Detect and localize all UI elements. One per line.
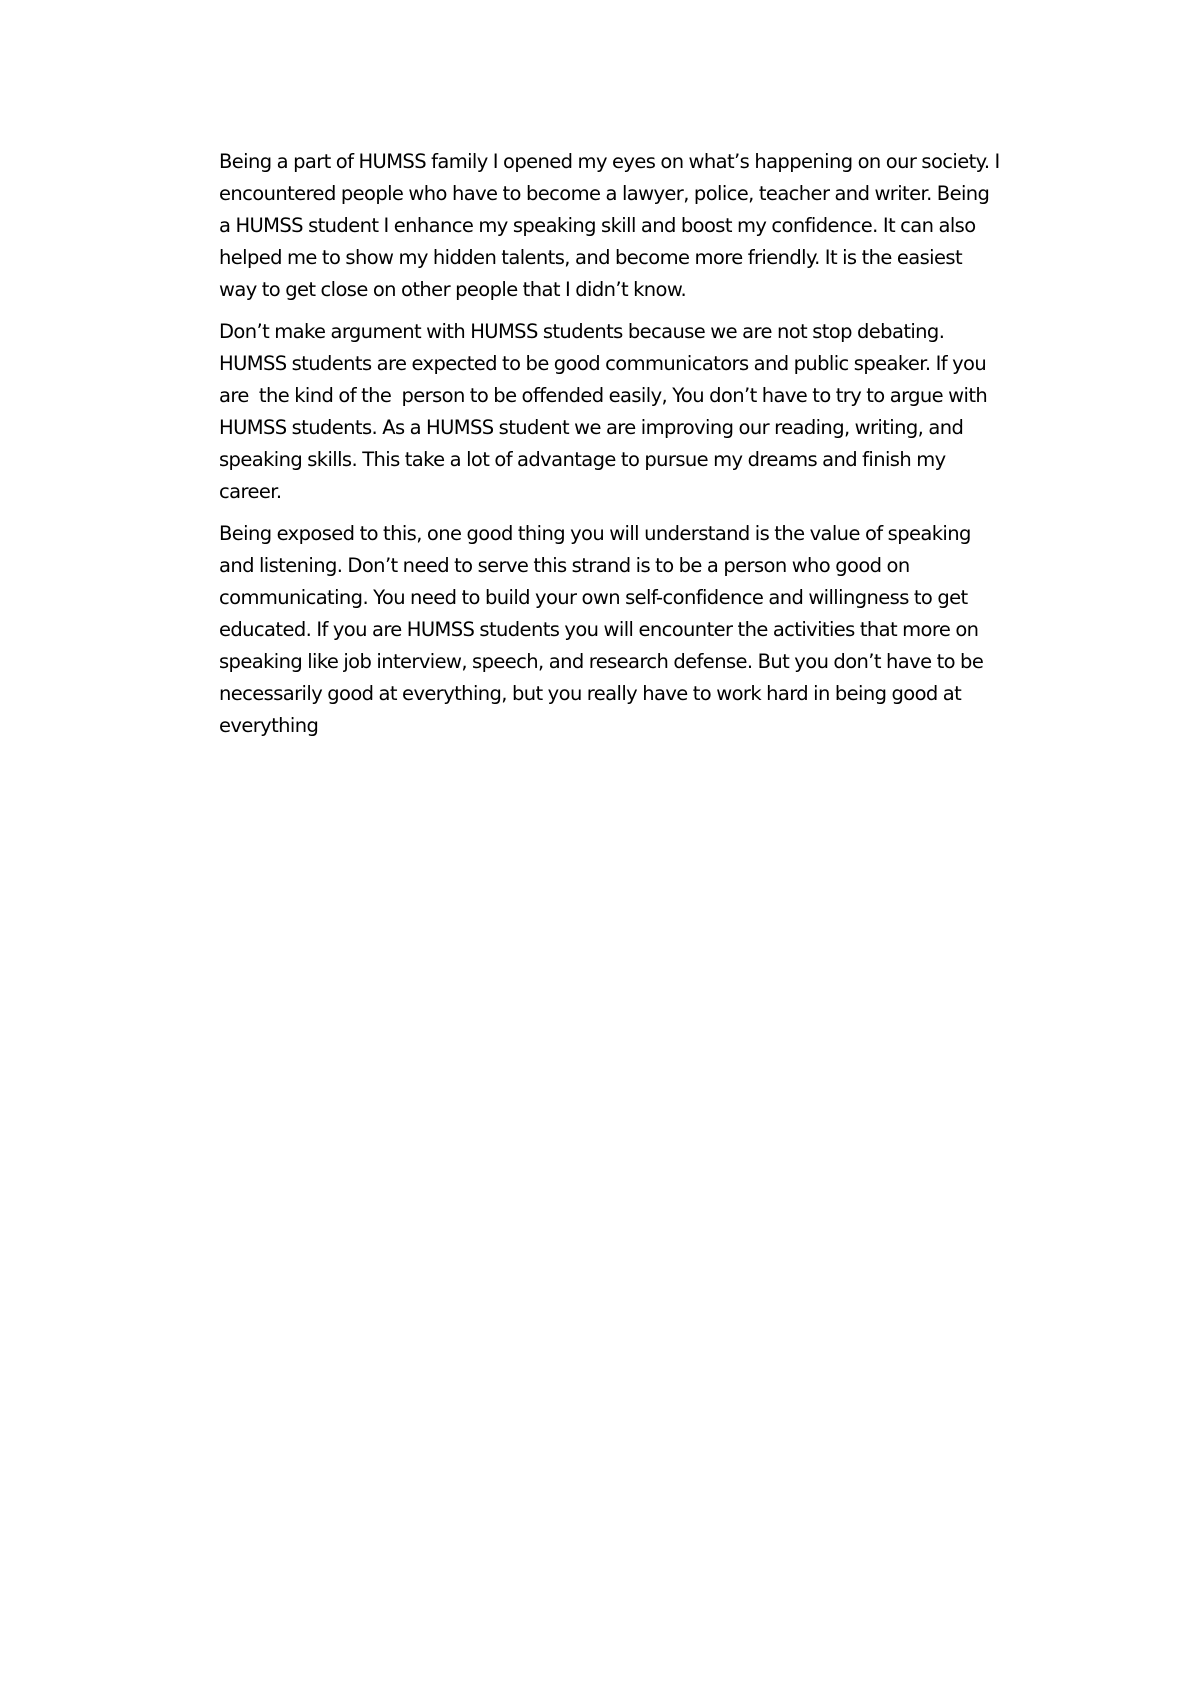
paragraph-1	[219, 146, 1059, 306]
document-body	[219, 146, 1059, 752]
text-line: Don’t make argument with HUMSS students because we are not stop debating.	[219, 320, 945, 343]
text-line: are the kind of the person to be offended easily, You don’t have to try to argue with	[219, 384, 988, 407]
text-line: everything	[219, 714, 319, 737]
text-line: Being a part of HUMSS family I opened my eyes on what’s happening on our society. I	[219, 150, 1000, 173]
paragraph-3	[219, 518, 1059, 742]
text-line: educated. If you are HUMSS students you will encounter the activities that more on	[219, 618, 979, 641]
text-line: speaking like job interview, speech, and research defense. But you don’t have to be	[219, 650, 984, 673]
text-line: HUMSS students are expected to be good communicators and public speaker. If you	[219, 352, 987, 375]
text-line: encountered people who have to become a lawyer, police, teacher and writer. Being	[219, 182, 990, 205]
paragraph-2	[219, 316, 1059, 508]
text-line: and listening. Don’t need to serve this strand is to be a person who good on	[219, 554, 910, 577]
text-line: communicating. You need to build your own self-confidence and willingness to get	[219, 586, 968, 609]
text-line: speaking skills. This take a lot of advantage to pursue my dreams and finish my	[219, 448, 946, 471]
text-line: a HUMSS student I enhance my speaking skill and boost my confidence. It can also	[219, 214, 976, 237]
text-line: way to get close on other people that I didn’t know.	[219, 278, 687, 301]
text-line: Being exposed to this, one good thing you will understand is the value of speaking	[219, 522, 971, 545]
text-line: HUMSS students. As a HUMSS student we are improving our reading, writing, and	[219, 416, 964, 439]
text-line: career.	[219, 480, 282, 503]
text-line: necessarily good at everything, but you really have to work hard in being good at	[219, 682, 962, 705]
text-line: helped me to show my hidden talents, and become more friendly. It is the easiest	[219, 246, 962, 269]
